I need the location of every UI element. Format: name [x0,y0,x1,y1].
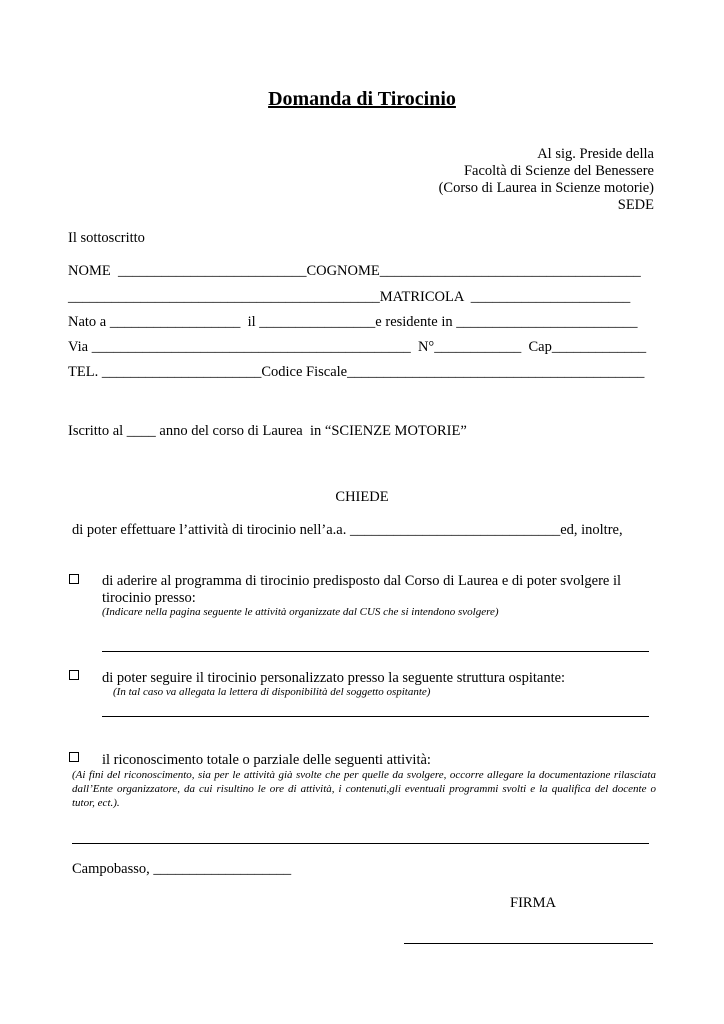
option-1-note: (Indicare nella pagina seguente le attività organizzate dal CUS che si intendono svolgere) [102,606,499,618]
place-date-field[interactable]: Campobasso, ___________________ [72,861,292,877]
birth-residence-field[interactable]: Nato a __________________ il ________________e residente in _________________________ [68,314,638,330]
name-surname-field[interactable]: NOME __________________________COGNOME____________________________________ [68,263,641,279]
undersigned-label: Il sottoscritto [68,230,145,246]
addressee-line-2: Facoltà di Scienze del Benessere [463,163,654,179]
phone-fiscal-code-field[interactable]: TEL. ______________________Codice Fiscale_________________________________________ [68,364,645,380]
option-1-text: di aderire al programma di tirocinio predisposto dal Corso di Laurea e di poter svolgere il [102,573,622,589]
addressee-line-3: (Corso di Laurea in Scienze motorie) [438,180,654,196]
enrolled-year-field[interactable]: Iscritto al ____ anno del corso di Laurea in “SCIENZE MOTORIE” [68,423,467,439]
option-1-checkbox[interactable] [69,574,79,584]
matricola-field[interactable]: ___________________________________________MATRICOLA ______________________ [68,289,631,305]
option-2-checkbox[interactable] [69,670,79,680]
option-2-note: (In tal caso va allegata la lettera di disponibilità del soggetto ospitante) [113,686,431,698]
option-1-answer-line[interactable] [102,651,649,652]
option-3-text: il riconoscimento totale o parziale delle seguenti attività: [102,752,431,768]
academic-year-field[interactable]: di poter effettuare l’attività di tirocinio nell’a.a. _____________________________ed, inoltre, [72,522,623,538]
option-3-answer-line[interactable] [72,843,649,844]
option-2-answer-line[interactable] [102,716,649,717]
option-3-checkbox[interactable] [69,752,79,762]
address-field[interactable]: Via ____________________________________________ N°____________ Cap_____________ [68,339,647,355]
option-1-text-continued: tirocinio presso: [102,590,196,606]
signature-line[interactable] [404,943,653,944]
option-3-note: (Ai fini del riconoscimento, sia per le attività già svolte che per quelle da svolgere, occorre allegare la documentazione rilasciata dall’Ente organizzatore, da cui risultino le ore di attività, i contenuti,gli eventuali programmi svolti e la qualifica del docente o tutor, ect.). [72,769,656,809]
request-heading: CHIEDE [335,489,389,505]
option-2-text: di poter seguire il tirocinio personalizzato presso la seguente struttura ospitante: [102,670,566,686]
signature-label: FIRMA [510,895,556,911]
page-title: Domanda di Tirocinio [268,88,456,110]
addressee-line-4: SEDE [617,197,654,213]
addressee-line-1: Al sig. Preside della [537,146,654,162]
